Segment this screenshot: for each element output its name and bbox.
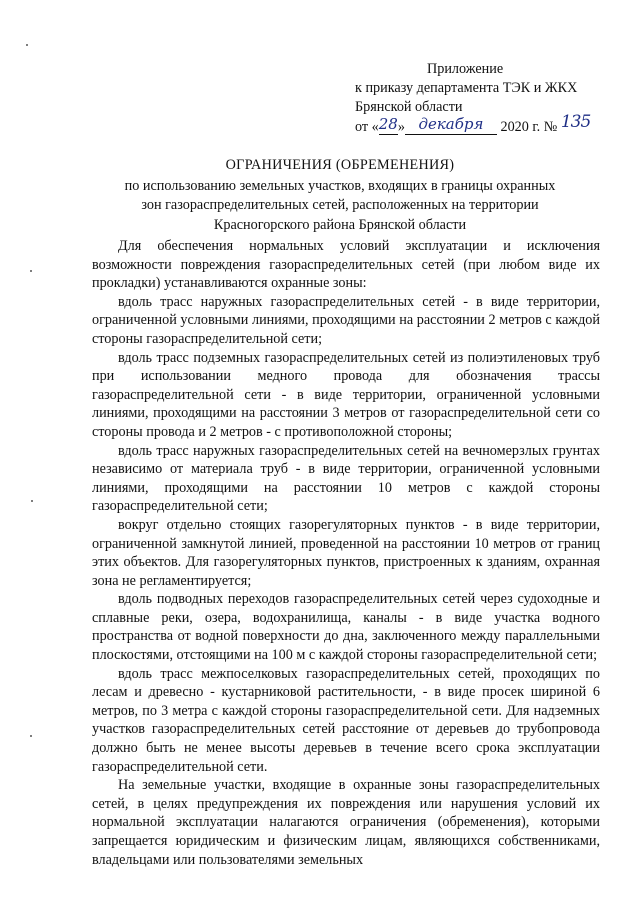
document-body [92,237,600,869]
title-heading: ОГРАНИЧЕНИЯ (ОБРЕМЕНЕНИЯ) [225,157,455,173]
scan-dot [31,500,33,502]
title-line-3: Красногорского района Брянской области [213,216,467,233]
title-line-2: зон газораспределительных сетей, расположенных на территории [141,197,539,214]
date-year: 2020 г. № [500,119,558,135]
paragraph-underwater-crossings: вдоль подводных переходов газораспределительных сетей через судоходные и сплавные реки, озера, водохранилища, каналы - в виде участка водного пространства от водной поверхности до дна, заключенного между параллельными плоскостями, отстоящими на 100 м с каждой стороны газораспределительной сети; [92,591,600,664]
paragraph-intro: Для обеспечения нормальных условий эксплуатации и исключения возможности повреждения газораспределительных сетей (при любом виде их прокладки) устанавливаются охранные зоны: [92,238,600,292]
date-day-handwritten: 28 [378,115,398,133]
appendix-region: Брянской области [355,99,463,115]
date-month-handwritten: декабря [405,115,497,135]
paragraph-outdoor-networks: вдоль трасс наружных газораспределительных сетей - в виде территории, ограниченной условными линиями, проходящими на расстоянии 2 метров с каждой стороны газораспределительной сети; [92,293,600,347]
paragraph-land-restrictions: На земельные участки, входящие в охранные зоны газораспределительных сетей, в целях предупреждения их повреждения или нарушения условий их нормальной эксплуатации налагаются ограничения (обременения), которыми запрещается юридическим и физическим лицам, являющихся собственниками, владельцами или пользователями земельных [92,777,600,868]
paragraph-underground-networks: вдоль трасс подземных газораспределительных сетей из полиэтиленовых труб при использовании медного провода для обозначения трассы газораспределительной сети - в виде территории, ограниченной условными линиями, проходящими на расстоянии 3 метров от газораспределительной сети со стороны провода и 2 метров - с противоположной стороны; [92,349,600,440]
appendix-date-line [355,112,625,137]
title-line-1: по использованию земельных участков, входящих в границы охранных [124,178,556,195]
order-number-handwritten: 135 [560,112,591,132]
paragraph-permafrost: вдоль трасс наружных газораспределительных сетей на вечномерзлых грунтах независимо от материала труб - в виде территории, ограниченной условными линиями, проходящими на расстоянии 10 метров с каждой стороны газораспределительной сети; [92,442,600,515]
date-mid: » [397,119,405,135]
scan-dot [30,735,32,737]
scan-dot [26,44,28,46]
scan-dot [30,270,32,272]
appendix-block [355,60,625,137]
paragraph-forest-networks: вдоль трасс межпоселковых газораспределительных сетей, проходящих по лесам и древесно - кустарниковой растительности, - в виде просек шириной 6 метров, по 3 метра с каждой стороны газораспределительной сети. Для надземных участков газораспределительных сетей расстояние от деревьев до трубопровода должно быть не менее высоты деревьев в течение всего срока эксплуатации газораспределительной сети. [92,665,600,775]
appendix-order-ref: к приказу департамента ТЭК и ЖКХ [355,80,578,96]
appendix-title: Приложение [427,61,504,77]
date-prefix: от « [355,119,379,135]
paragraph-gas-regulators: вокруг отдельно стоящих газорегуляторных пунктов - в виде территории, ограниченной замкнутой линией, проведенной на расстоянии 10 метров от границ этих объектов. Для газорегуляторных пунктов, пристроенных к зданиям, охранная зона не регламентируется; [92,516,600,589]
document-title [60,156,620,235]
